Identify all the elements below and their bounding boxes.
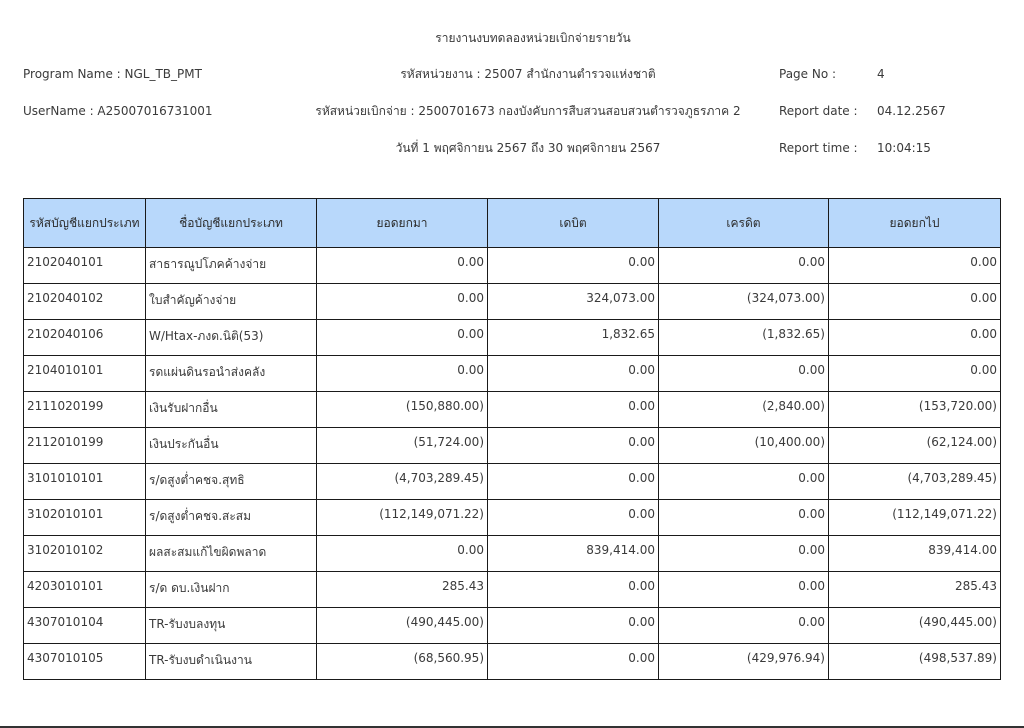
cell-opening-balance: (150,880.00) — [317, 392, 488, 428]
cell-opening-balance: (490,445.00) — [317, 608, 488, 644]
page-no: 4 — [877, 67, 885, 81]
cell-debit: 0.00 — [488, 248, 659, 284]
cell-credit: 0.00 — [659, 572, 829, 608]
cell-account-name: TR-รับงบดำเนินงาน — [146, 644, 317, 680]
cell-opening-balance: 0.00 — [317, 356, 488, 392]
cell-account-code: 2102040102 — [24, 284, 146, 320]
cell-opening-balance: (4,703,289.45) — [317, 464, 488, 500]
column-header-closing-balance: ยอดยกไป — [829, 199, 1001, 248]
cell-credit: (1,832.65) — [659, 320, 829, 356]
cell-credit: 0.00 — [659, 500, 829, 536]
cell-closing-balance: (112,149,071.22) — [829, 500, 1001, 536]
table-row — [24, 608, 1001, 644]
table-row — [24, 500, 1001, 536]
cell-credit: (429,976.94) — [659, 644, 829, 680]
table-row — [24, 464, 1001, 500]
cell-credit: (10,400.00) — [659, 428, 829, 464]
cell-account-name: ผลสะสมแก้ไขผิดพลาด — [146, 536, 317, 572]
cell-opening-balance: (68,560.95) — [317, 644, 488, 680]
trial-balance-table — [23, 198, 1001, 680]
cell-debit: 0.00 — [488, 644, 659, 680]
cell-account-name: เงินรับฝากอื่น — [146, 392, 317, 428]
cell-account-name: W/Htax-ภงด.นิติ(53) — [146, 320, 317, 356]
table-body — [24, 248, 1001, 680]
cell-account-name: เงินประกันอื่น — [146, 428, 317, 464]
cell-closing-balance: 839,414.00 — [829, 536, 1001, 572]
table-row — [24, 248, 1001, 284]
cell-debit: 0.00 — [488, 392, 659, 428]
cell-opening-balance: (112,149,071.22) — [317, 500, 488, 536]
cell-credit: 0.00 — [659, 464, 829, 500]
cell-account-name: ร/ดสูงต่ำคชจ.สุทธิ — [146, 464, 317, 500]
cell-closing-balance: 0.00 — [829, 320, 1001, 356]
cell-credit: (2,840.00) — [659, 392, 829, 428]
column-header-debit: เดบิต — [488, 199, 659, 248]
cell-account-code: 3102010102 — [24, 536, 146, 572]
cell-opening-balance: 0.00 — [317, 320, 488, 356]
cell-account-code: 2102040101 — [24, 248, 146, 284]
cell-account-name: ร/ด ดบ.เงินฝาก — [146, 572, 317, 608]
column-header-opening-balance: ยอดยกมา — [317, 199, 488, 248]
cell-debit: 1,832.65 — [488, 320, 659, 356]
page-no-label: Page No : — [779, 67, 837, 81]
column-header-account-name: ชื่อบัญชีแยกประเภท — [146, 199, 317, 248]
cell-account-code: 2112010199 — [24, 428, 146, 464]
cell-debit: 0.00 — [488, 464, 659, 500]
cell-debit: 0.00 — [488, 608, 659, 644]
cell-account-code: 4307010105 — [24, 644, 146, 680]
table-row — [24, 428, 1001, 464]
table-row — [24, 356, 1001, 392]
cell-closing-balance: (153,720.00) — [829, 392, 1001, 428]
cell-account-name: ร/ดสูงต่ำคชจ.สะสม — [146, 500, 317, 536]
cell-debit: 0.00 — [488, 572, 659, 608]
table-row — [24, 284, 1001, 320]
cell-account-code: 2111020199 — [24, 392, 146, 428]
column-header-account-code: รหัสบัญชีแยกประเภท — [24, 199, 146, 248]
cell-opening-balance: 285.43 — [317, 572, 488, 608]
cell-account-name: สาธารณูปโภคค้างจ่าย — [146, 248, 317, 284]
disbursing-unit: รหัสหน่วยเบิกจ่าย : 2500701673 กองบังคับการสืบสวนสอบสวนตำรวจภูธรภาค 2 — [315, 104, 741, 118]
cell-account-code: 3102010101 — [24, 500, 146, 536]
cell-account-name: รดแผ่นดินรอนำส่งคลัง — [146, 356, 317, 392]
report-date-label: Report date : — [779, 104, 858, 118]
cell-opening-balance: 0.00 — [317, 284, 488, 320]
cell-debit: 0.00 — [488, 356, 659, 392]
table-row — [24, 320, 1001, 356]
cell-closing-balance: 0.00 — [829, 356, 1001, 392]
table-row — [24, 392, 1001, 428]
cell-account-code: 2104010101 — [24, 356, 146, 392]
cell-account-code: 3101010101 — [24, 464, 146, 500]
cell-opening-balance: 0.00 — [317, 536, 488, 572]
table-row — [24, 536, 1001, 572]
cell-credit: 0.00 — [659, 608, 829, 644]
table-row — [24, 572, 1001, 608]
cell-account-name: ใบสำคัญค้างจ่าย — [146, 284, 317, 320]
cell-closing-balance: 285.43 — [829, 572, 1001, 608]
column-header-credit: เครดิต — [659, 199, 829, 248]
cell-closing-balance: (490,445.00) — [829, 608, 1001, 644]
cell-closing-balance: (62,124.00) — [829, 428, 1001, 464]
cell-closing-balance: 0.00 — [829, 248, 1001, 284]
username: UserName : A25007016731001 — [23, 104, 213, 118]
report-time: 10:04:15 — [877, 141, 931, 155]
cell-account-code: 4307010104 — [24, 608, 146, 644]
cell-closing-balance: (4,703,289.45) — [829, 464, 1001, 500]
cell-account-code: 2102040106 — [24, 320, 146, 356]
cell-credit: 0.00 — [659, 356, 829, 392]
cell-closing-balance: (498,537.89) — [829, 644, 1001, 680]
cell-debit: 324,073.00 — [488, 284, 659, 320]
table-header-row — [24, 199, 1001, 248]
cell-debit: 0.00 — [488, 500, 659, 536]
report-date: 04.12.2567 — [877, 104, 946, 118]
cell-account-code: 4203010101 — [24, 572, 146, 608]
cell-credit: 0.00 — [659, 248, 829, 284]
report-time-label: Report time : — [779, 141, 858, 155]
agency-code: รหัสหน่วยงาน : 25007 สำนักงานตำรวจแห่งชาติ — [400, 67, 656, 81]
cell-debit: 839,414.00 — [488, 536, 659, 572]
cell-opening-balance: (51,724.00) — [317, 428, 488, 464]
cell-opening-balance: 0.00 — [317, 248, 488, 284]
cell-credit: (324,073.00) — [659, 284, 829, 320]
table-row — [24, 644, 1001, 680]
program-name: Program Name : NGL_TB_PMT — [23, 67, 202, 81]
cell-debit: 0.00 — [488, 428, 659, 464]
date-range: วันที่ 1 พฤศจิกายน 2567 ถึง 30 พฤศจิกายน 2567 — [395, 141, 661, 155]
cell-account-name: TR-รับงบลงทุน — [146, 608, 317, 644]
cell-closing-balance: 0.00 — [829, 284, 1001, 320]
cell-credit: 0.00 — [659, 536, 829, 572]
report-title: รายงานงบทดลองหน่วยเบิกจ่ายรายวัน — [435, 31, 631, 45]
